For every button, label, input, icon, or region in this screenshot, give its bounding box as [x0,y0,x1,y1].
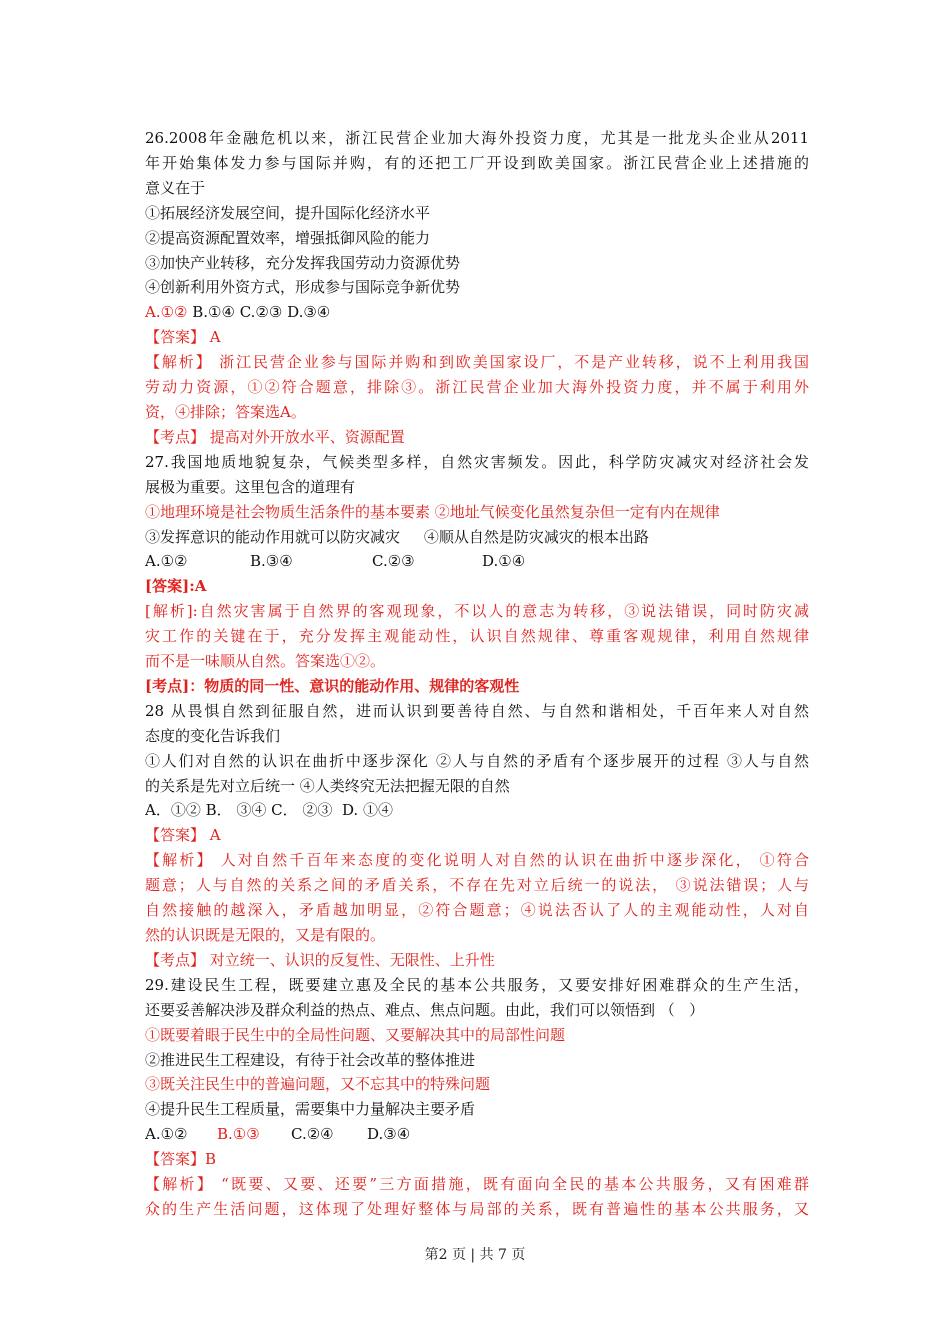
q27-analysis-line-3: 而不是一味顺从自然。答案选①②。 [145,652,386,671]
q27-point: [考点]：物质的同一性、意识的能动作用、规律的客观性 [145,676,520,695]
footer-suffix: 页 [506,1247,526,1263]
q27-answer: [答案]:A [145,577,207,596]
q28-point: 【考点】 对立统一、认识的反复性、无限性、上升性 [145,950,495,969]
q26-point: 【考点】 提高对外开放水平、资源配置 [145,427,405,446]
q26-stem-line-2: 年开始集体发力参与国际并购，有的还把工厂开设到欧美国家。浙江民营企业上述措施的 [145,153,809,172]
q27-choice-c: C.②③ [372,552,415,571]
q28-options-line-1: ①人们对自然的认识在曲折中逐步深化 ②人与自然的矛盾有个逐步展开的过程 ③人与自然 [145,751,809,770]
q27-options-black: ③发挥意识的能动作用就可以防灾减灾 ④顺从自然是防灾减灾的根本出路 [145,527,649,546]
q27-analysis-line-1: [解析]:自然灾害属于自然界的客观现象，不以人的意志为转移，③说法错误，同时防灾减 [145,602,809,621]
q26-analysis-line-1: 【解析】 浙江民营企业参与国际并购和到欧美国家设厂，不是产业转移，说不上利用我国 [145,353,809,372]
q27-options-red: ①地理环境是社会物质生活条件的基本要素 ②地址气候变化虽然复杂但一定有内在规律 [145,502,720,521]
q29-choice-a: A.①② [145,1125,188,1144]
q28-choices: A．①② B． ③④ C． ②③ D. ①④ [145,801,393,820]
q29-option-4: ④提升民生工程质量，需要集中力量解决主要矛盾 [145,1100,476,1119]
q26-option-1: ①拓展经济发展空间，提升国际化经济水平 [145,203,431,222]
q27-analysis-line-2: 灾工作的关键在于，充分发挥主观能动性，认识自然规律、尊重客观规律，利用自然规律 [145,627,809,646]
page-content [145,126,809,1222]
q29-option-2: ②推进民生工程建设，有待于社会改革的整体推进 [145,1050,476,1069]
q28-answer: 【答案】 A [145,826,221,845]
q28-analysis-line-1: 【解析】 人对自然千百年来态度的变化说明人对自然的认识在曲折中逐步深化， ①符合 [145,851,809,870]
q28-stem-line-1: 28 从畏惧自然到征服自然，进而认识到要善待自然、与自然和谐相处，千百年来人对自然 [145,701,809,720]
footer-page-number: 2 [438,1247,448,1263]
q27-stem-line-2: 展极为重要。这里包含的道理有 [145,477,356,496]
q26-stem-line-3: 意义在于 [145,178,206,197]
q29-choice-b: B.①③ [217,1125,260,1144]
q26-option-4: ④创新利用外资方式，形成参与国际竞争新优势 [145,278,461,297]
footer-prefix: 第 [424,1247,439,1263]
q27-stem-line-1: 27.我国地质地貌复杂，气候类型多样，自然灾害频发。因此，科学防灾减灾对经济社会发 [145,452,809,471]
footer-mid: 页 | 共 [447,1247,499,1263]
q29-choice-c: C.②④ [291,1125,334,1144]
q28-analysis-line-3: 自然接触的越深入，矛盾越加明显，②符合题意；④说法否认了人的主观能动性，人对自 [145,901,809,920]
q26-option-3: ③加快产业转移，充分发挥我国劳动力资源优势 [145,253,461,272]
q29-stem-line-2: 还要妥善解决涉及群众利益的热点、难点、焦点问题。由此，我们可以领悟到 （ ） [145,1000,705,1019]
q27-choices [145,549,809,574]
q26-choices-rest: B.①④ C.②③ D.③④ [187,303,331,322]
q26-analysis-line-2: 劳动力资源，①②符合题意，排除③。浙江民营企业加大海外投资力度，并不属于利用外 [145,378,809,397]
q28-analysis-line-2: 题意；人与自然的关系之间的矛盾关系，不存在先对立后统一的说法， ③说法错误；人与 [145,876,809,895]
q29-answer-value: B [205,1150,217,1169]
q26-answer: 【答案】 A [145,328,221,347]
q29-answer-label: 【答案】 [145,1150,206,1169]
footer-total-pages: 7 [498,1247,507,1263]
q28-stem-line-2: 态度的变化告诉我们 [145,726,281,745]
q26-choices [145,300,809,325]
q29-analysis-line-2: 众的生产生活问题，这体现了处理好整体与局部的关系，既有普遍性的基本公共服务，又 [145,1199,809,1218]
page-footer [0,1244,950,1264]
q29-stem-line-1: 29.建设民生工程，既要建立惠及全民的基本公共服务，又要安排好困难群众的生产生活， [145,975,809,994]
q27-choice-d: D.①④ [482,552,526,571]
q28-options-line-2: 的关系是先对立后统一 ④人类终究无法把握无限的自然 [145,776,510,795]
q27-choice-b: B.③④ [250,552,293,571]
q26-option-2: ②提高资源配置效率，增强抵御风险的能力 [145,228,431,247]
q26-stem-line-1: 26.2008年金融危机以来，浙江民营企业加大海外投资力度，尤其是一批龙头企业从2011 [145,129,809,147]
q29-choices [145,1122,809,1147]
q29-choice-d: D.③④ [367,1125,411,1144]
q29-option-1: ①既要着眼于民生中的全局性问题、又要解决其中的局部性问题 [145,1025,566,1044]
q29-analysis-line-1: 【解析】 “既要、又要、还要”三方面措施，既有面向全民的基本公共服务，又有困难群 [145,1175,809,1194]
q26-analysis-line-3: 资，④排除；答案选A。 [145,402,306,421]
q26-choice-a: A.①② [145,303,188,322]
q27-choice-a: A.①② [145,552,188,571]
q28-analysis-line-4: 然的认识既是无限的，又是有限的。 [145,926,386,944]
q29-answer [145,1147,809,1172]
q29-option-3: ③既关注民生中的普遍问题，又不忘其中的特殊问题 [145,1075,491,1094]
